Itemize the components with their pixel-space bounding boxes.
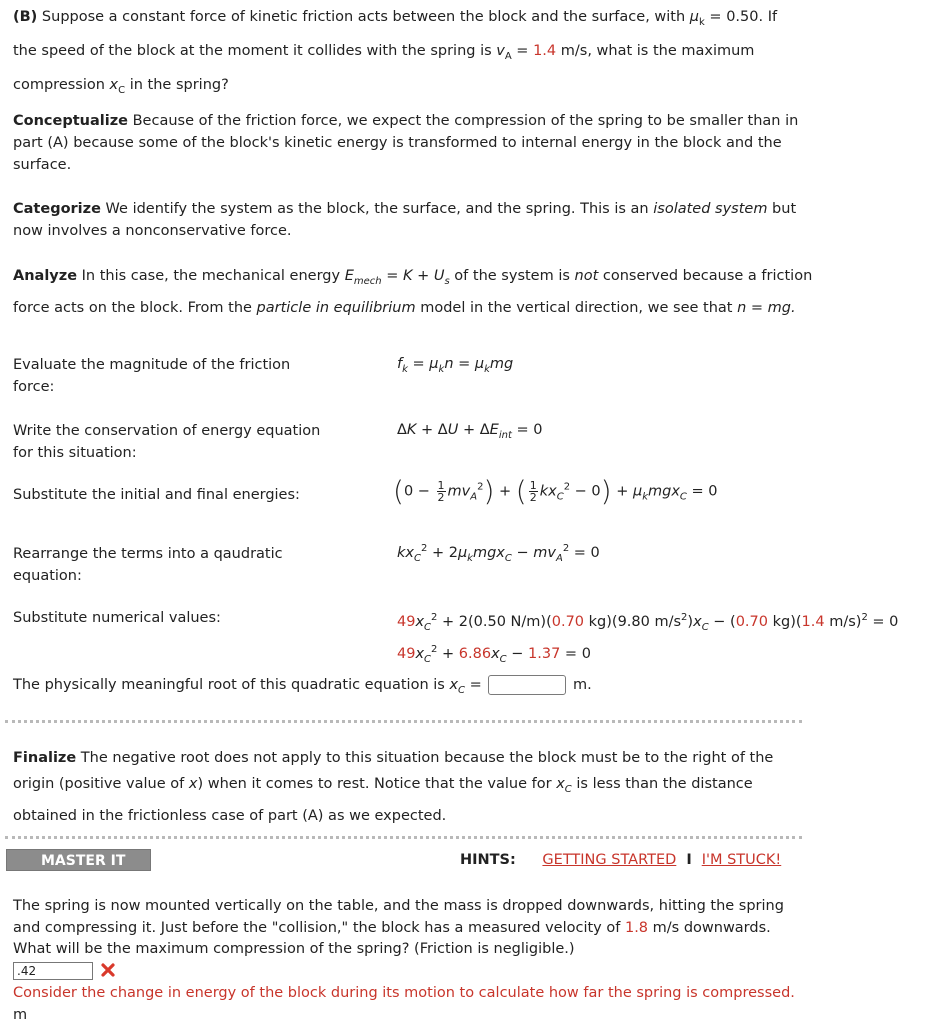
conceptualize-section: Conceptualize Because of the friction force, we expect the compression of the spring to be smaller than in part (A) because some of the block's kinetic energy is transformed to internal energy in the block and the surface. bbox=[13, 113, 799, 173]
conceptualize-heading: Conceptualize bbox=[13, 113, 128, 129]
equation-friction: $f_k = \mu_kn = \mu_kmg$ bbox=[397, 356, 514, 375]
root-answer-input[interactable] bbox=[488, 675, 566, 695]
step-label-numerical: Substitute numerical values: bbox=[13, 610, 221, 626]
hints-bar bbox=[460, 849, 781, 871]
root-question: The physically meaningful root of this quadratic equation is $x_C = m$. bbox=[13, 677, 592, 696]
question-part-b: (B) Suppose a constant force of kinetic friction acts between the block and the surface, with $\mu_k = 0.50$. If the speed of the block at the moment it collides with the spring is $v_A = 1.4$ m/s, what is the maximum compression $x_C$ in the spring? bbox=[13, 9, 778, 96]
velocity-value: 1.8 bbox=[624, 919, 649, 936]
getting-started-link[interactable]: GETTING STARTED bbox=[542, 852, 677, 868]
step-label-friction: Evaluate the magnitude of the friction force: bbox=[13, 357, 291, 395]
equation-quadratic: $kx_C^2 + 2\mu_kmgx_C - mv_A^2 = 0$ bbox=[397, 543, 600, 564]
feedback-message: Consider the change in energy of the block during its motion to calculate how far the spring is compressed. m bbox=[13, 985, 795, 1023]
categorize-heading: Categorize bbox=[13, 201, 101, 217]
step-label-substitute-energies: Substitute the initial and final energies: bbox=[13, 487, 300, 503]
hints-separator: I bbox=[686, 852, 692, 868]
master-it-button[interactable]: MASTER IT bbox=[6, 849, 151, 871]
analyze-heading: Analyze bbox=[13, 268, 78, 284]
divider bbox=[5, 720, 802, 723]
step-label-rearrange: Rearrange the terms into a qaudratic equation: bbox=[13, 546, 283, 584]
categorize-section: Categorize We identify the system as the block, the surface, and the spring. This is an isolated system but now involves a nonconservative force. bbox=[13, 201, 797, 239]
equation-conservation: $\Delta K + \Delta U + \Delta E_{int} = 0$ bbox=[397, 422, 543, 441]
equation-numerical: $49x_C^2 + 2(0.50$ N/m)(0.70 kg)(9.80 $m/s^2)x_C - (0.70$ kg)(1.4 m/s)$^2$ = 0 $49x_C^2 + 6.86x_C - 1.37 = 0$ bbox=[397, 612, 899, 665]
answer-unit: m bbox=[13, 1006, 28, 1023]
speed-value: 1.4 bbox=[533, 43, 557, 59]
divider bbox=[5, 836, 802, 839]
im-stuck-link[interactable]: I'M STUCK! bbox=[701, 852, 782, 868]
x-mark-icon bbox=[101, 963, 115, 981]
step-label-conservation: Write the conservation of energy equation for this situation: bbox=[13, 423, 321, 461]
master-it-answer-input[interactable]: .42 bbox=[13, 962, 93, 980]
part-label: (B) bbox=[13, 9, 38, 25]
analyze-section: Analyze In this case, the mechanical energy $E_{mech} = K + U_s$ of the system is not conserved because a friction force acts on the block. From the particle in equilibrium model in the vertical direction, we see that n = mg. bbox=[13, 268, 813, 316]
finalize-section: Finalize The negative root does not apply to this situation because the block must be to the right of the origin (positive value of x) when it comes to rest. Notice that the value for $x_C$ is less than the distance obtained in the frictionless case of part (A) as we expected. bbox=[13, 750, 774, 824]
master-it-question: The spring is now mounted vertically on the table, and the mass is dropped downwards, hitting the spring and compressing it. Just before the "collision," the block has a measured velocity of 1.8 m/s downwards. What will be the maximum compression of the spring? (Friction is negligible.) bbox=[13, 898, 784, 957]
equation-energies: (0 − $\frac{1}{2}$ $mv_A^2$) + ( $\frac{1}{2}$ $kx_C^2 - 0) + \mu_kmgx_C = 0$ bbox=[393, 474, 718, 508]
finalize-heading: Finalize bbox=[13, 750, 77, 766]
hints-label: HINTS: bbox=[460, 852, 516, 868]
